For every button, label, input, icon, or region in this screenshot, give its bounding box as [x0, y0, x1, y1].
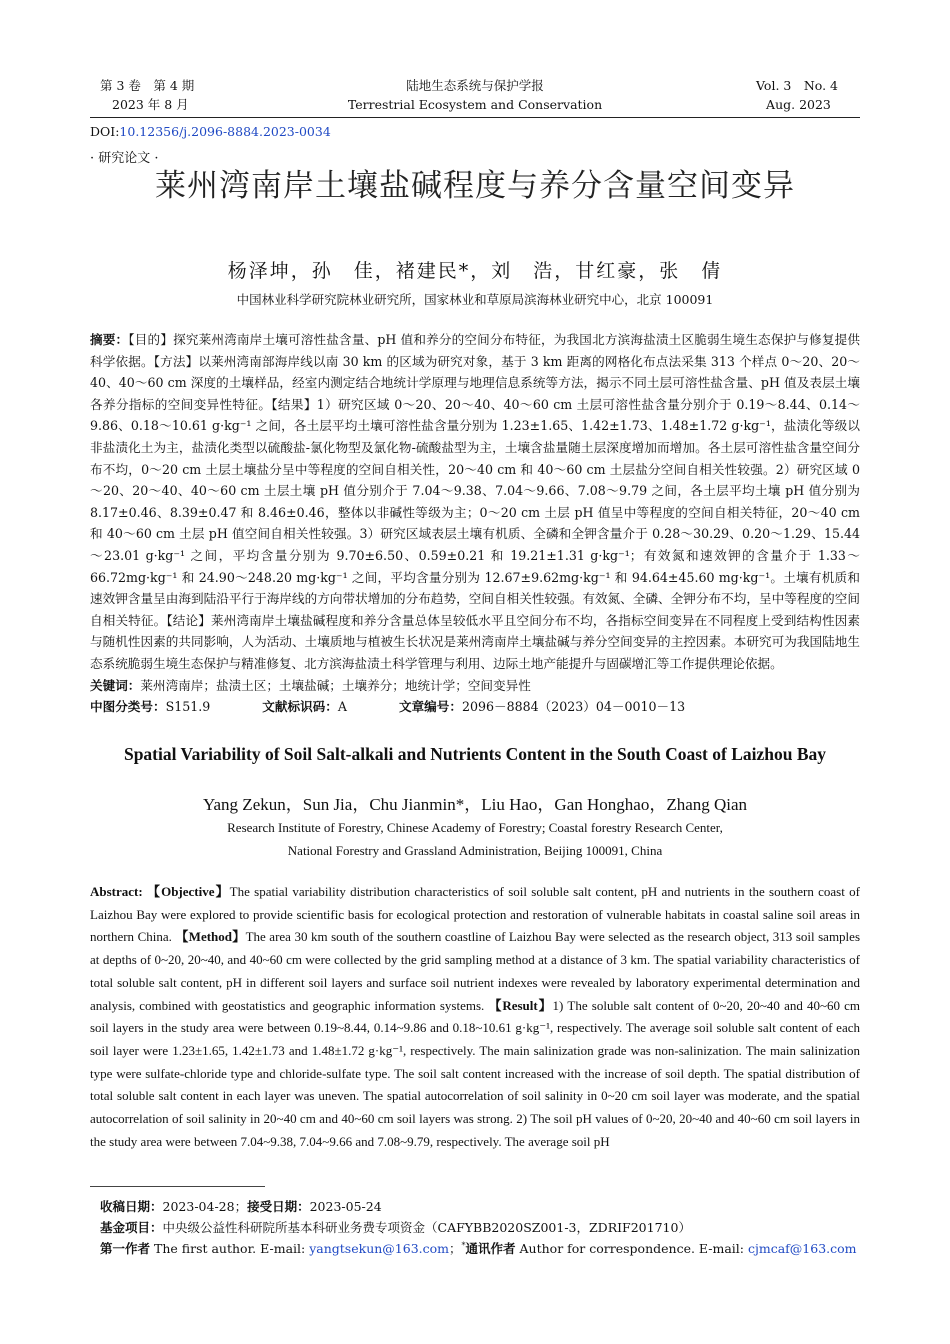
running-header [90, 76, 860, 116]
journal-name-cn: 陆地生态系统与保护学报 [406, 78, 544, 93]
english-abstract [90, 881, 860, 1153]
journal-name-en: Terrestrial Ecosystem and Conservation [347, 97, 603, 112]
result-label: 【Result】 [488, 997, 553, 1013]
doc-code-label: 文献标识码： [262, 699, 338, 715]
clc-value: S151.9 [165, 699, 211, 715]
chinese-abstract [90, 329, 860, 718]
method-label: 【Method】 [175, 929, 246, 945]
english-affiliation-line-2: National Forestry and Grassland Administration, Beijing 100091, China [287, 842, 663, 858]
first-author-label: 第一作者 [100, 1241, 151, 1256]
accepted-date: 2023-05-24 [309, 1199, 382, 1214]
corr-email[interactable]: cjmcaf@163.com [748, 1241, 857, 1256]
received-date: 2023-04-28； [162, 1199, 248, 1214]
header-vol-no: Vol. 3 No. 4 [756, 78, 838, 93]
english-authors: Yang Zekun，Sun Jia，Chu Jianmin*，Liu Hao，Gan Honghao，Zhang Qian [202, 795, 748, 814]
footnote-dates [100, 1196, 860, 1217]
keywords-label: 关键词： [90, 677, 141, 693]
objective-label: 【Objective】 [147, 884, 230, 899]
article-no-label: 文章编号： [398, 699, 462, 715]
first-author-text: The first author. E-mail: [154, 1241, 306, 1256]
doi-line [90, 124, 331, 139]
header-date: 2023 年 8 月 [112, 97, 189, 112]
header-volume-en [756, 76, 838, 114]
english-affiliation [0, 817, 950, 862]
doi-link[interactable]: 10.12356/j.2096-8884.2023-0034 [119, 124, 331, 139]
clc-label: 中图分类号： [90, 699, 166, 715]
fund-text: 中央级公益性科研院所基本科研业务费专项资金（CAFYBB2020SZ001-3，ZDRIF201710） [162, 1220, 691, 1235]
chinese-title: 莱州湾南岸土壤盐碱程度与养分含量空间变异 [155, 168, 795, 204]
accepted-label: 接受日期： [247, 1199, 310, 1214]
header-volume-issue: 第 3 卷 第 4 期 [100, 78, 195, 93]
corr-mark: * [461, 1240, 466, 1250]
abstract-text-cn: 【目的】探究莱州湾南岸土壤可溶性盐含量、pH 值和养分的空间分布特征，为我国北方滨海盐渍土区脆弱生境生态保护与修复提供科学依据。【方法】以莱州湾南部海岸线以南 30 km 的区域为研究对象，基于 3 km 距离的网格化布点法采集 313 个样点 0～20、20～40、40～60 cm 深度的土壤样品，经室内测定结合地统计学原理与地理信息系统等方法，揭示不同土层可溶性盐含量、pH 值及表层土壤各养分指标的空间变异性特征。【结果】1）研究区域 0～20、20～40、40～60 cm 土层可溶性盐含量分别介于 0.19～8.44、0.14～9.86、0.18～10.61 g·kg⁻¹ 之间，各土层平均土壤可溶性盐含量分别为 1.23±1.65、1.42±1.73、1.48±1.72 g·kg⁻¹，盐渍化等级以非盐渍化土为主，盐渍化类型以硫酸盐-氯化物型及氯化物-硫酸盐型为主，土壤含盐量随土层深度增加而增加。各土层可溶性盐含量空间分布不均，0～20 cm 土层土壤盐分呈中等程度的空间自相关性，20～40 cm 和 40～60 cm 土层盐分空间自相关性较强。2）研究区域 0～20、20～40、40～60 cm 土层土壤 pH 值分别介于 7.04～9.38、7.04～9.66、7.08～9.79 之间，各土层平均土壤 pH 值分别为 8.17±0.46、8.39±0.47 和 8.46±0.46，整体以非碱性等级为主；0～20 cm 土层 pH 值呈中等程度的空间自相关特征，20～40 cm 和 40～60 cm 土层 pH 值空间自相关性较强。3）研究区域表层土壤有机质、全磷和全钾含量介于 0.28～30.29、0.20～1.29、15.44～23.01 g·kg⁻¹ 之间，平均含量分别为 9.70±6.50、0.59±0.21 和 19.21±1.31 g·kg⁻¹；有效氮和速效钾的含量介于 1.33～66.72mg·kg⁻¹ 和 24.90～248.20 mg·kg⁻¹ 之间，平均含量分别为 12.67±9.62mg·kg⁻¹ 和 94.64±45.60 mg·kg⁻¹。土壤有机质和速效钾含量呈由海到陆沿平行于海岸线的方向带状增加的分布趋势，空间自相关性较强。有效氮、全磷、全钾分布不均，呈中等程度的空间自相关特征。【结论】莱州湾南岸土壤盐碱程度和养分含量总体呈较低水平且空间分布不均，各指标空间变异在不同程度上受到结构性因素与随机性因素的共同影响，人为活动、土壤质地与植被生长状况是莱州湾南岸土壤盐碱与养分空间变异的主控因素。本研究可为我国陆地生态系统脆弱生境生态保护与精准修复、北方滨海盐渍土科学管理与利用、边际土地产能提升与固碳增汇等工作提供理论依据。 [90, 332, 861, 671]
footnote-rule [90, 1186, 265, 1187]
corr-label: 通讯作者 [465, 1241, 516, 1256]
result-text: 1) The soluble salt content of 0~20, 20~40 and 40~60 cm soil layers in the study area were between 0.19~8.44, 0.14~9.86 and 0.18~10.61 g·kg⁻¹, respectively. The average soil soluble salt content of each soil layer were 1.23±1.65, 1.42±1.73 and 1.48±1.72 g·kg⁻¹, respectively. The main salinization grade was non-salinization. The main salinization type were sulfate-chloride type and chloride-sulfate type. The soil salt content increased with the increase of soil depth. The spatial distribution of total soluble salt content in each layer was uneven. The spatial autocorrelation of soil salinity in 0~20 cm soil layer was moderate, and the spatial autocorrelation of soil salinity in 20~40 cm and 40~60 cm soil layers was strong. 2) The soil pH values of 0~20, 20~40 and 40~60 cm soil layers in the study area were between 7.04~9.38, 7.04~9.66 and 7.08~9.79, respectively. The average soil pH [90, 997, 861, 1149]
header-rule [90, 117, 860, 118]
classification-line [90, 696, 860, 718]
chinese-authors: 杨泽坤，孙 佳，褚建民*，刘 浩，甘红豪，张 倩 [227, 260, 723, 282]
doi-prefix: DOI: [90, 124, 120, 139]
first-author-email[interactable]: yangtsekun@163.com [309, 1241, 450, 1256]
footnotes [100, 1196, 860, 1259]
objective-text: The spatial variability distribution characteristics of soil soluble salt content, pH and nutrients in the southern coast of Laizhou Bay were explored to provide scientific basis for ecological protection and restoration of vulnerable habitats in coastal saline soil areas in northern China. [90, 884, 860, 945]
keywords-text: 莱州湾南岸；盐渍土区；土壤盐碱；土壤养分；地统计学；空间变异性 [140, 677, 531, 693]
header-journal [90, 76, 860, 114]
corr-text: Author for correspondence. E-mail: [519, 1241, 745, 1256]
chinese-affiliation: 中国林业科学研究院林业研究所，国家林业和草原局滨海林业研究中心，北京 100091 [236, 292, 714, 307]
received-label: 收稿日期： [100, 1199, 163, 1214]
fund-label: 基金项目： [100, 1220, 163, 1235]
article-no-value: 2096－8884（2023）04－0010－13 [461, 699, 686, 715]
section-tag: · 研究论文 · [90, 151, 159, 166]
header-month-year: Aug. 2023 [766, 97, 831, 112]
footnote-authors: 第一作者 The first author. E-mail: yangtsekun@163.com；*通讯作者 Author for correspondence. E-mail: cjmcaf@163.com [100, 1240, 857, 1256]
footnote-fund [100, 1217, 860, 1238]
english-title: Spatial Variability of Soil Salt-alkali and Nutrients Content in the South Coast of Laizhou Bay [123, 744, 827, 764]
abstract-label-en: Abstract: [90, 884, 143, 899]
abstract-label-cn: 摘要： [90, 332, 129, 347]
english-affiliation-line-1: Research Institute of Forestry, Chinese Academy of Forestry; Coastal forestry Research Center, [227, 820, 723, 835]
doc-code-value: A [337, 699, 347, 715]
method-text: The area 30 km south of the southern coastline of Laizhou Bay were selected as the research object, 313 soil samples at depths of 0~20, 20~40, and 40~60 cm were collected by the grid sampling method at a distance of 3 km. The spatial variability characteristics of total soluble salt content, pH in different soil layers and surface soil nutrient indexes were revealed by laboratory experimental determination and analysis, combined with geostatistics and geographic information systems. [90, 929, 861, 1013]
keywords-line [90, 675, 860, 697]
